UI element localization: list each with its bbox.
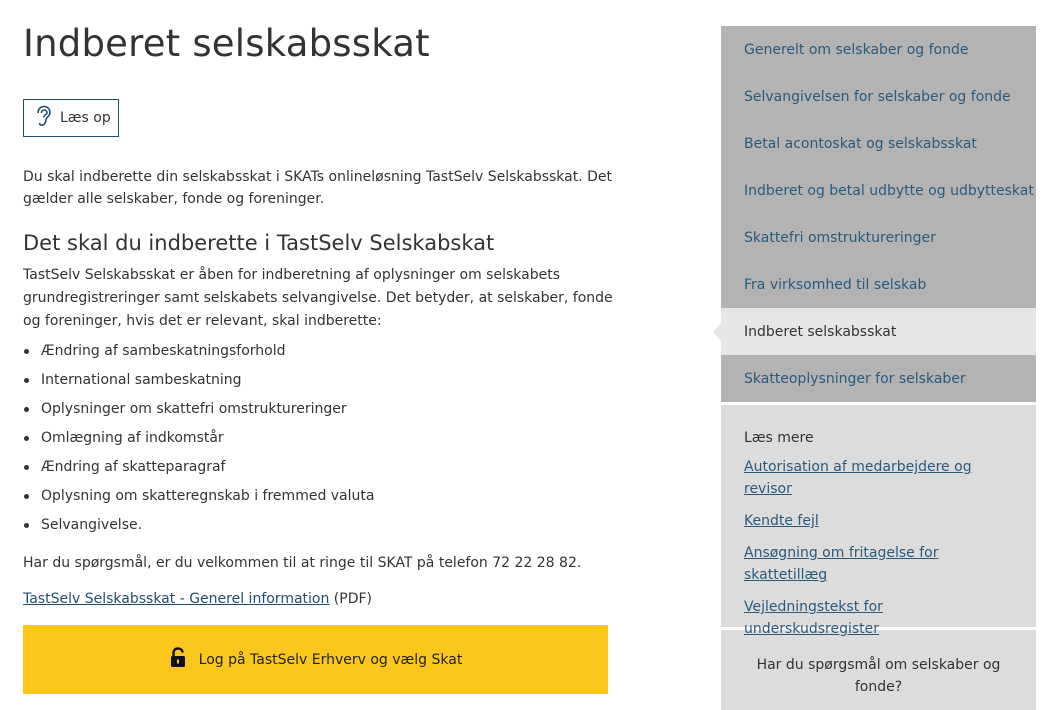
sidebar-item-skatteoplysninger[interactable]: Skatteoplysninger for selskaber [721,355,1036,402]
read-aloud-button[interactable] [23,99,119,137]
sidebar-item-selvangivelsen[interactable]: Selvangivelsen for selskaber og fonde [721,73,1036,120]
phone-text: Har du spørgsmål, er du velkommen til at ringe til SKAT på telefon 72 22 28 82. [23,555,582,571]
unlock-icon [169,647,187,673]
login-label: Log på TastSelv Erhverv og vælg Skat [198,651,463,668]
read-more-link[interactable]: Vejledningstekst for underskudsregister [744,599,883,637]
page-title: Indberet selskabsskat [23,22,430,65]
read-more-heading: Læs mere [744,430,814,446]
sidebar-item-indberet-active[interactable]: Indberet selskabsskat [721,308,1036,355]
section-text: TastSelv Selskabsskat er åben for indberetning af oplysninger om selskabets grundregistreringer samt selskabets selvangivelse. Det betyder, at selskaber, fonde og foreninger, hvis det er relevant, skal indberette: [23,267,613,329]
sidebar-item-acontoskat[interactable]: Betal acontoskat og selskabsskat [721,120,1036,167]
read-more-box [721,405,1036,637]
intro-text: Du skal indberette din selskabsskat i SKATs onlineløsning TastSelv Selskabsskat. Det gælder alle selskaber, fonde og foreninger. [23,169,613,207]
sidebar [721,26,1036,710]
pdf-link[interactable]: TastSelv Selskabsskat - Generel information [23,591,330,607]
list-item: Omlægning af indkomstår [23,427,374,456]
list-item: Oplysning om skatteregnskab i fremmed valuta [23,485,374,514]
read-aloud-label: Læs op [60,110,111,126]
list-item: International sambeskatning [23,369,374,398]
report-items-list [23,340,374,543]
read-more-link[interactable]: Ansøgning om fritagelse for skattetillæg [744,545,939,583]
read-more-link[interactable]: Autorisation af medarbejdere og revisor [744,459,972,497]
read-more-link[interactable]: Kendte fejl [744,513,819,529]
pdf-line [23,591,372,607]
section-heading: Det skal du indberette i TastSelv Selskabskat [23,231,495,255]
list-item: Ændring af sambeskatningsforhold [23,340,374,369]
list-item: Selvangivelse. [23,514,374,543]
pdf-suffix: (PDF) [329,591,373,607]
sidebar-item-omstruktureringer[interactable]: Skattefri omstruktureringer [721,214,1036,261]
sidebar-item-virksomhed[interactable]: Fra virksomhed til selskab [721,261,1036,308]
sidebar-item-generelt[interactable]: Generelt om selskaber og fonde [721,26,1036,73]
login-button[interactable] [23,625,608,694]
ear-icon [34,105,52,131]
list-item: Ændring af skatteparagraf [23,456,374,485]
list-item: Oplysninger om skattefri omstruktureringer [23,398,374,427]
question-box[interactable]: Har du spørgsmål om selskaber og fonde? [721,630,1036,710]
sidebar-item-udbytte[interactable]: Indberet og betal udbytte og udbytteskat [721,167,1036,214]
